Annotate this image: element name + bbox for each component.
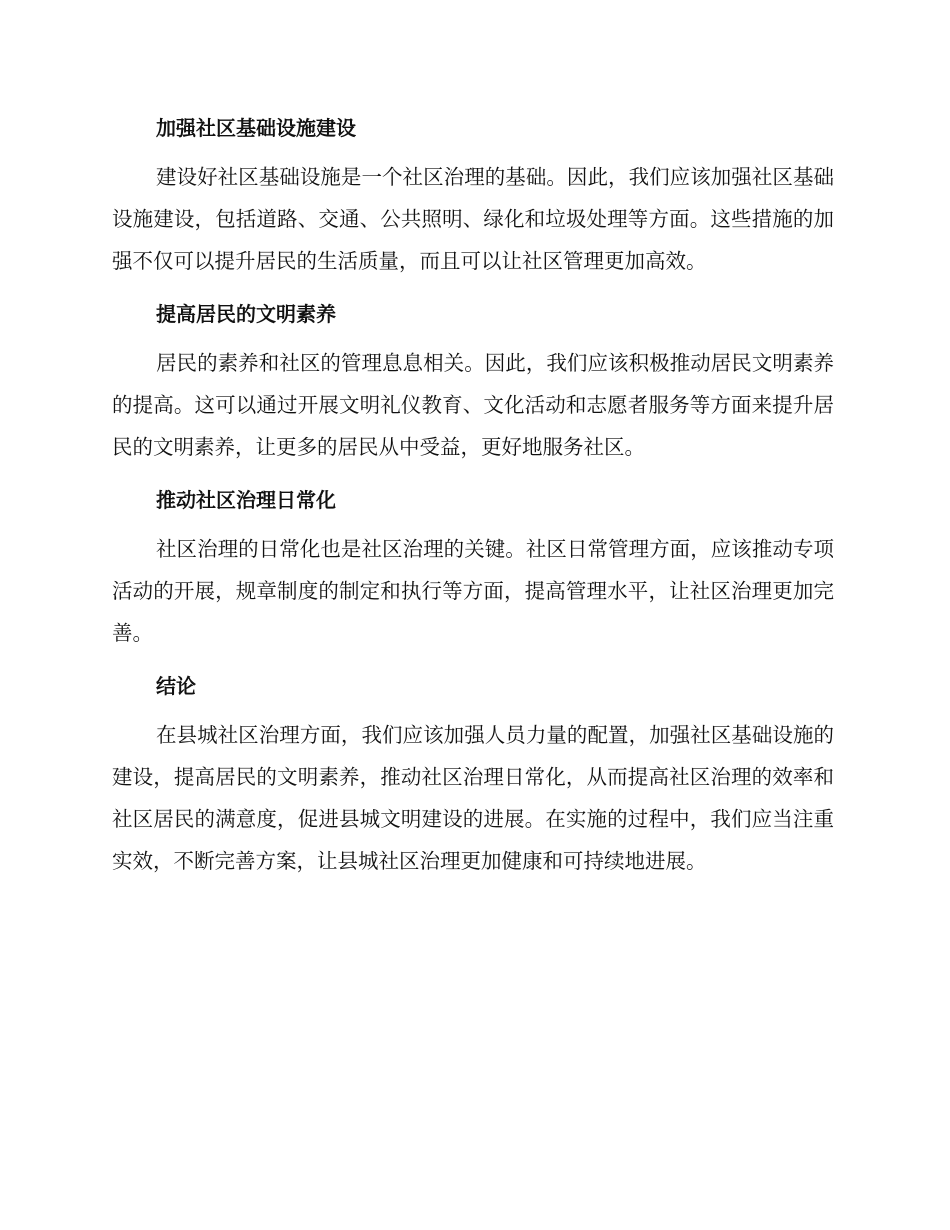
section-paragraph: 建设好社区基础设施是一个社区治理的基础。因此，我们应该加强社区基础设施建设，包括道路、交通、公共照明、绿化和垃圾处理等方面。这些措施的加强不仅可以提升居民的生活质量，而且可以让社区管理更加高效。: [112, 165, 834, 273]
section-paragraph: 社区治理的日常化也是社区治理的关键。社区日常管理方面，应该推动专项活动的开展，规章制度的制定和执行等方面，提高管理水平，让社区治理更加完善。: [112, 537, 834, 645]
section-heading: 提高居民的文明素养: [156, 302, 336, 326]
section-paragraph: 在县城社区治理方面，我们应该加强人员力量的配置，加强社区基础设施的建设，提高居民的文明素养，推动社区治理日常化，从而提高社区治理的效率和社区居民的满意度，促进县城文明建设的进展。在实施的过程中，我们应当注重实效，不断完善方案，让县城社区治理更加健康和可持续地进展。: [112, 723, 834, 873]
section-daily-governance: [112, 480, 838, 654]
section-civility: [112, 294, 838, 468]
section-heading: 推动社区治理日常化: [156, 488, 336, 512]
section-infrastructure: [112, 108, 838, 282]
section-conclusion: [112, 666, 838, 882]
section-heading: 结论: [156, 674, 196, 698]
section-heading: 加强社区基础设施建设: [156, 116, 356, 140]
section-paragraph: 居民的素养和社区的管理息息相关。因此，我们应该积极推动居民文明素养的提高。这可以通过开展文明礼仪教育、文化活动和志愿者服务等方面来提升居民的文明素养，让更多的居民从中受益，更好地服务社区。: [112, 351, 834, 459]
